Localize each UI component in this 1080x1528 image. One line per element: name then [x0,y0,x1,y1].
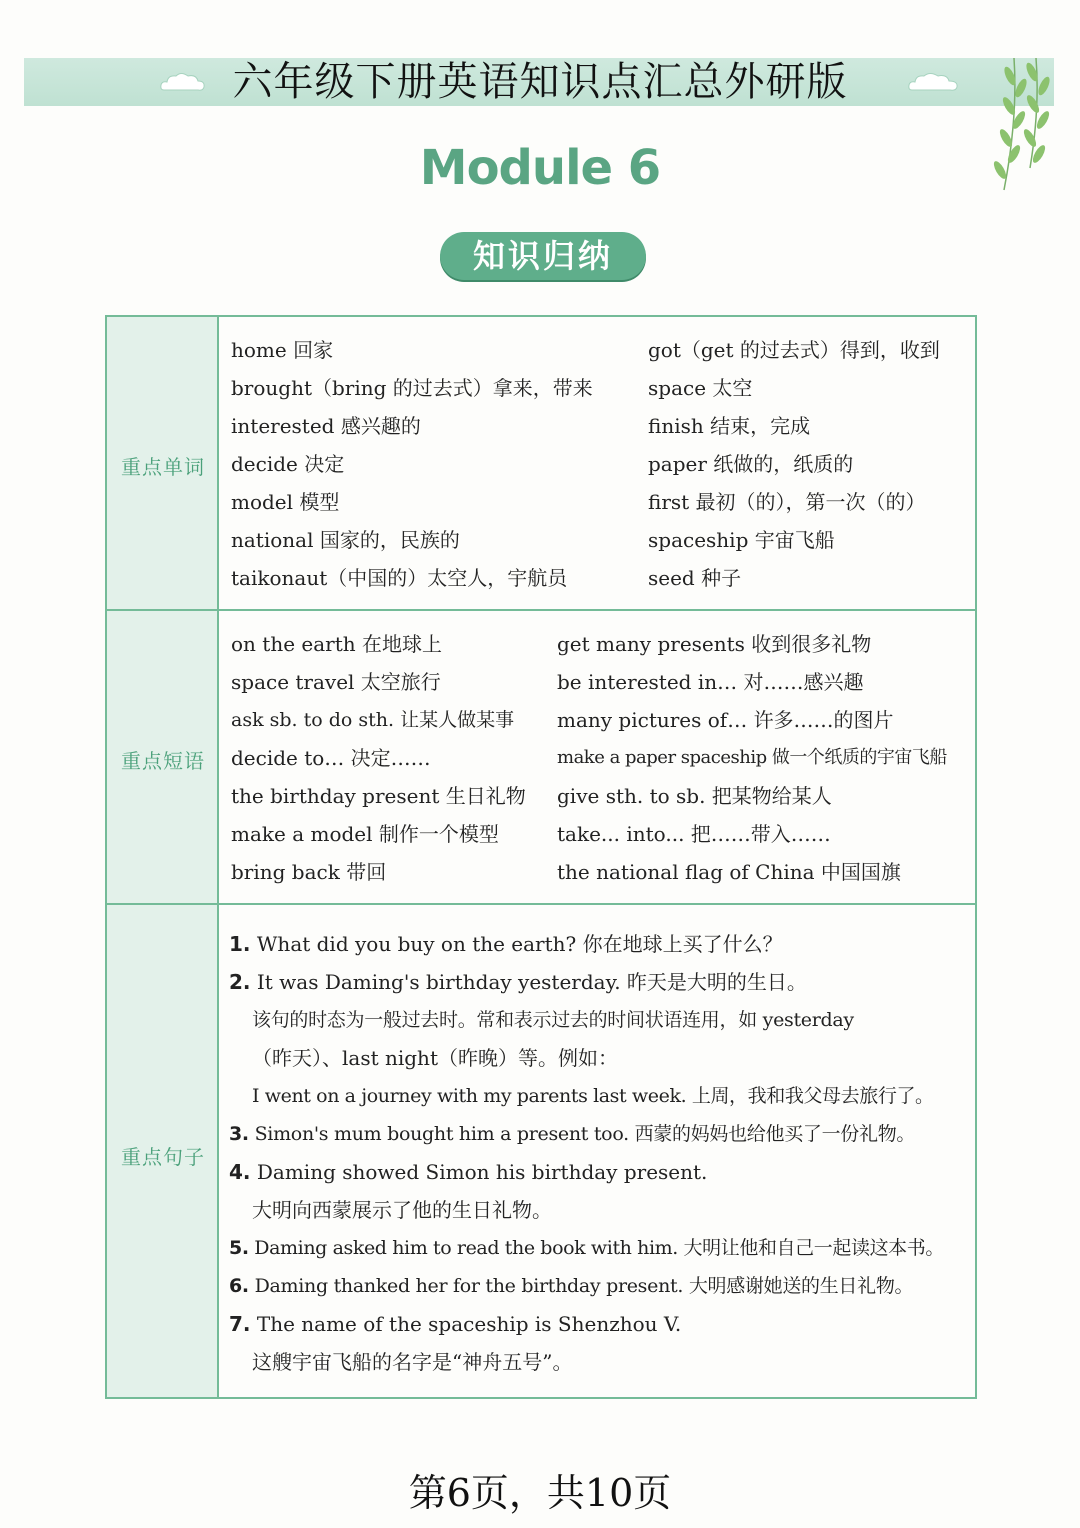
sentences-label: 重点句子 [121,1145,205,1169]
vocab-item: first 最初（的），第一次（的） [648,490,926,514]
vocab-item: model 模型 [231,490,340,514]
sentence-text: 该句的时态为一般过去时。常和表示过去的时间状语连用，如 yesterday [252,1009,854,1031]
phrases-label: 重点短语 [121,749,205,773]
sentence-line [229,1267,913,1305]
sentence-number: 7. [229,1312,251,1336]
sentence-line [229,1229,944,1267]
vocab-label: 重点单词 [121,455,205,479]
section-pill: 知识归纳 [440,232,646,280]
phrase-item: make a paper spaceship 做一个纸质的宇宙飞船 [557,747,947,768]
sentence-text: What did you buy on the earth? 你在地球上买了什么？ [256,932,783,956]
phrase-item: the national flag of China 中国国旗 [557,860,901,884]
sentence-number: 3. [229,1123,249,1145]
sentence-text: （昨天）、last night（昨晚）等。例如： [252,1046,618,1070]
phrase-item: bring back 带回 [231,860,387,884]
phrase-item: give sth. to sb. 把某物给某人 [557,784,832,808]
sentence-line [252,1077,934,1115]
sentence-text: The name of the spaceship is Shenzhou V. [256,1312,682,1336]
sentence-line [229,925,783,963]
phrase-item: the birthday present 生日礼物 [231,784,526,808]
vocab-item: home 回家 [231,338,334,362]
page-number: 第6页，共10页 [408,1471,672,1515]
sentence-line [252,1343,572,1381]
sentence-line [229,1305,681,1343]
vocab-item: taikonaut（中国的）太空人，宇航员 [231,566,568,590]
sentence-line [252,1191,552,1229]
section-divider [107,903,975,905]
vocab-item: seed 种子 [648,566,742,590]
phrase-item: be interested in… 对……感兴趣 [557,670,864,694]
vocab-item: paper 纸做的，纸质的 [648,452,854,476]
sentence-line [252,1039,618,1077]
phrase-item: make a model 制作一个模型 [231,822,499,846]
sentence-text: 这艘宇宙飞船的名字是“神舟五号”。 [252,1350,573,1374]
vocab-item: interested 感兴趣的 [231,414,421,438]
knowledge-table [105,315,977,1399]
sentence-line [229,963,807,1001]
sentence-text: Daming showed Simon his birthday present. [256,1160,708,1184]
phrase-item: get many presents 收到很多礼物 [557,632,872,656]
vocab-item: national 国家的，民族的 [231,528,460,552]
phrase-item: space travel 太空旅行 [231,670,441,694]
sentence-line [229,1115,915,1153]
sentence-text: Simon's mum bought him a present too. 西蒙的妈妈也给他买了一份礼物。 [254,1123,916,1145]
sentence-number: 2. [229,970,251,994]
sentence-text: Daming asked him to read the book with him. 大明让他和自己一起读这本书。 [254,1237,944,1259]
vocab-item: spaceship 宇宙飞船 [648,528,835,552]
vocab-item: brought（bring 的过去式）拿来，带来 [231,376,593,400]
sentence-text: 大明向西蒙展示了他的生日礼物。 [252,1198,552,1222]
sentence-text: It was Daming's birthday yesterday. 昨天是大明的生日。 [256,970,807,994]
page-title: 六年级下册英语知识点汇总外研版 [232,59,848,105]
phrase-item: decide to… 决定…… [231,746,431,770]
module-title: Module 6 [419,140,661,196]
phrase-item: on the earth 在地球上 [231,632,442,656]
sentence-number: 5. [229,1237,249,1259]
phrase-item: take... into... 把……带入…… [557,822,831,846]
sentence-line [229,1153,707,1191]
section-divider [107,609,975,611]
sentence-text: Daming thanked her for the birthday present. 大明感谢她送的生日礼物。 [254,1275,914,1297]
sentence-number: 6. [229,1275,249,1297]
phrase-item: many pictures of… 许多……的图片 [557,708,894,732]
phrase-item: ask sb. to do sth. 让某人做某事 [231,709,515,731]
vocab-item: space 太空 [648,376,753,400]
vocab-item: got（get 的过去式）得到，收到 [648,338,940,362]
sentence-number: 4. [229,1160,251,1184]
vocab-item: finish 结束，完成 [648,414,811,438]
sentence-line [252,1001,854,1039]
sentence-text: I went on a journey with my parents last week. 上周，我和我父母去旅行了。 [252,1085,934,1107]
sentence-number: 1. [229,932,251,956]
vocab-item: decide 决定 [231,452,345,476]
